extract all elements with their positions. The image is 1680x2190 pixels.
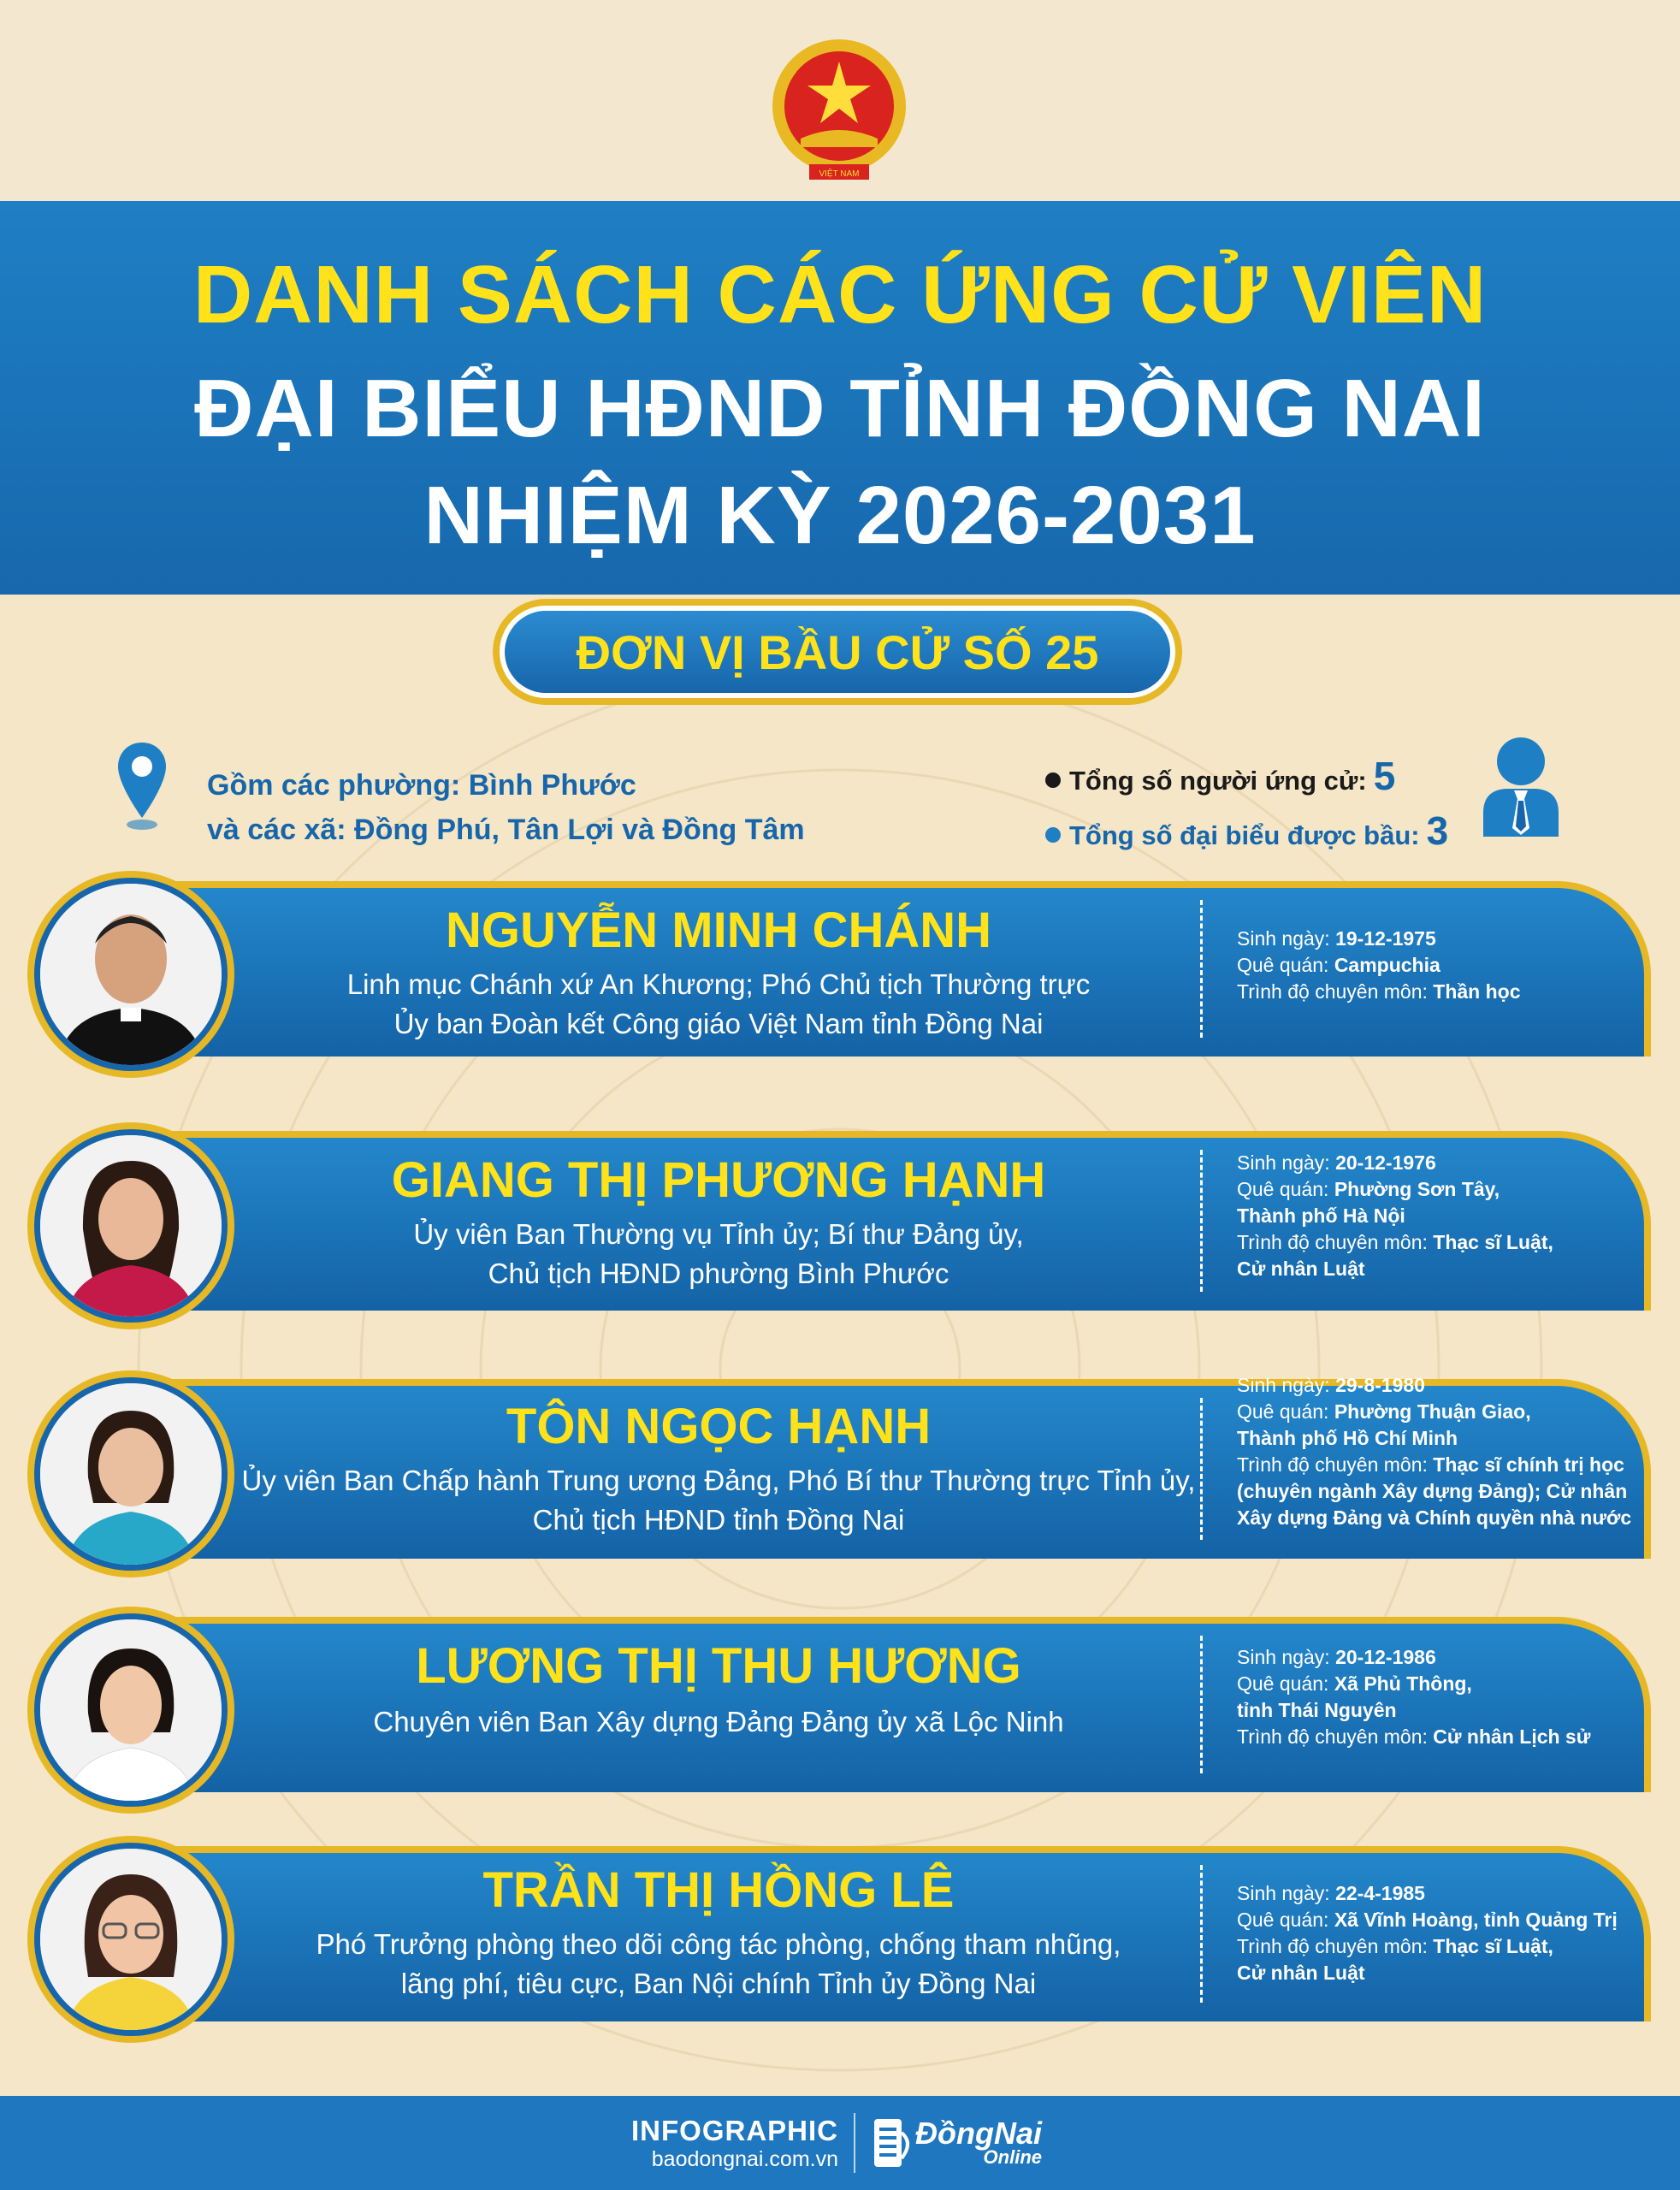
hometown-value: tỉnh Thái Nguyên [1237, 1699, 1397, 1721]
portrait-image [40, 1619, 222, 1801]
candidate-role-line: Ủy viên Ban Chấp hành Trung ương Đảng, Phó Bí thư Thường trực Tỉnh ủy, [241, 1465, 1196, 1496]
education-label: Trình độ chuyên môn: [1237, 1231, 1428, 1253]
footer-separator [854, 2113, 855, 2173]
bullet-icon [1045, 772, 1061, 788]
footer-content [631, 2104, 1042, 2181]
stats-block [1045, 751, 1448, 861]
dob-label: Sinh ngày: [1237, 1151, 1330, 1174]
candidate-role-line: Chuyên viên Ban Xây dựng Đảng Đảng ủy xã Lộc Ninh [373, 1706, 1064, 1737]
dongnai-logo [871, 2116, 1042, 2170]
footer-label: INFOGRAPHIC [631, 2114, 838, 2146]
bullet-icon [1045, 827, 1061, 843]
candidate-card [34, 881, 1651, 1057]
candidate-role [205, 965, 1232, 1044]
candidate-role-line: Linh mục Chánh xứ An Khương; Phó Chủ tịch Thường trực [346, 968, 1091, 1000]
candidate-role-line: Ủy ban Đoàn kết Công giáo Việt Nam tỉnh Đồng Nai [393, 1008, 1044, 1039]
stats-total-row [1045, 751, 1448, 806]
candidate-role-line: lãng phí, tiêu cực, Ban Nội chính Tỉnh ủy Đồng Nai [400, 1968, 1037, 1999]
candidate-role [205, 1215, 1232, 1293]
dashed-divider [1200, 1636, 1203, 1773]
dob-label: Sinh ngày: [1237, 927, 1330, 950]
stats-elected-row [1045, 806, 1448, 861]
candidate-photo [34, 1377, 228, 1571]
education-value: Cử nhân Luật [1237, 1258, 1365, 1280]
candidate-info [1237, 1880, 1618, 1986]
candidate-info [1237, 1150, 1553, 1282]
hometown-value: Thành phố Hà Nội [1237, 1204, 1405, 1227]
education-label: Trình độ chuyên môn: [1237, 980, 1428, 1003]
candidate-name: GIANG THỊ PHƯƠNG HẠNH [391, 1152, 1046, 1208]
hometown-label: Quê quán: [1237, 1400, 1329, 1423]
candidate-info [1237, 1644, 1590, 1750]
dashed-divider [1200, 1865, 1203, 2003]
location-line-2: và các xã: Đồng Phú, Tân Lợi và Đồng Tâm [207, 814, 805, 846]
dob-value: 20-12-1986 [1335, 1646, 1436, 1668]
dob-label: Sinh ngày: [1237, 1882, 1330, 1904]
education-label: Trình độ chuyên môn: [1237, 1935, 1428, 1957]
candidate-photo [34, 878, 228, 1071]
education-value: Xây dựng Đảng và Chính quyền nhà nước [1237, 1506, 1632, 1529]
stats-elected-label: Tổng số đại biểu được bầu: [1069, 820, 1420, 850]
candidate-photo [34, 1129, 228, 1323]
education-value: Thần học [1433, 980, 1521, 1003]
hometown-label: Quê quán: [1237, 1672, 1329, 1695]
hometown-value: Phường Sơn Tây, [1334, 1178, 1500, 1200]
education-value: Cử nhân Luật [1237, 1962, 1365, 1984]
stats-elected-value: 3 [1426, 808, 1449, 853]
election-unit-label: ĐƠN VỊ BẦU CỬ SỐ 25 [505, 611, 1170, 693]
footer-text [631, 2115, 838, 2172]
hometown-value: Thành phố Hồ Chí Minh [1237, 1427, 1458, 1449]
stats-total-label: Tổng số người ứng cử: [1069, 766, 1367, 796]
candidate-name: TÔN NGỌC HẠNH [506, 1399, 932, 1454]
education-value: Cử nhân Lịch sử [1433, 1725, 1591, 1748]
education-value: (chuyên ngành Xây dựng Đảng); Cử nhân [1237, 1480, 1628, 1502]
education-value: Thạc sĩ chính trị học [1433, 1453, 1624, 1476]
dob-value: 19-12-1975 [1335, 927, 1436, 950]
candidate-role-line: Chủ tịch HĐND tỉnh Đồng Nai [532, 1504, 905, 1536]
dob-label: Sinh ngày: [1237, 1646, 1330, 1668]
hometown-value: Campuchia [1334, 954, 1440, 976]
hometown-label: Quê quán: [1237, 954, 1329, 976]
dob-value: 20-12-1976 [1335, 1151, 1436, 1174]
national-emblem-icon [766, 36, 912, 186]
footer-brand-sub: Online [983, 2146, 1042, 2168]
hometown-label: Quê quán: [1237, 1178, 1329, 1200]
svg-text:VIỆT NAM: VIỆT NAM [819, 169, 860, 179]
candidate-role [205, 1702, 1232, 1742]
dashed-divider [1200, 900, 1203, 1038]
candidate-role-line: Ủy viên Ban Thường vụ Tỉnh ủy; Bí thư Đảng ủy, [413, 1218, 1024, 1250]
portrait-image [40, 1383, 222, 1565]
stats-total-value: 5 [1373, 754, 1396, 798]
title-line-2: ĐẠI BIỂU HĐND TỈNH ĐỒNG NAI [194, 363, 1486, 454]
candidate-info [1237, 1372, 1631, 1531]
candidate-card [34, 1131, 1651, 1311]
candidate-role [205, 1925, 1232, 2004]
location-pin-icon [115, 739, 169, 835]
location-text [207, 763, 805, 852]
candidate-role-line: Chủ tịch HĐND phường Bình Phước [488, 1258, 949, 1289]
dashed-divider [1200, 1150, 1203, 1292]
footer-site: baodongnai.com.vn [651, 2146, 838, 2171]
education-value: Thạc sĩ Luật, [1433, 1935, 1553, 1957]
candidate-info [1237, 926, 1521, 1005]
portrait-image [40, 884, 222, 1065]
candidate-photo [34, 1613, 228, 1807]
dob-value: 29-8-1980 [1335, 1374, 1425, 1396]
hometown-label: Quê quán: [1237, 1909, 1329, 1931]
title-line-3: NHIỆM KỲ 2026-2031 [423, 470, 1257, 561]
candidate-photo [34, 1843, 228, 2036]
candidate-card [34, 1374, 1651, 1559]
election-unit-badge [493, 599, 1182, 705]
dongnai-logo-icon [871, 2116, 915, 2170]
dob-label: Sinh ngày: [1237, 1374, 1330, 1396]
candidate-card [34, 1617, 1651, 1792]
candidate-name: NGUYỄN MINH CHÁNH [446, 903, 991, 958]
hometown-value: Phường Thuận Giao, [1334, 1400, 1531, 1423]
portrait-image [40, 1849, 222, 2030]
person-icon [1480, 734, 1562, 837]
footer-brand: ĐồngNai [915, 2116, 1042, 2151]
location-line-1: Gồm các phường: Bình Phước [207, 769, 636, 802]
title-line-1: DANH SÁCH CÁC ỨNG CỬ VIÊN [192, 249, 1488, 340]
education-label: Trình độ chuyên môn: [1237, 1725, 1428, 1748]
footer [0, 2096, 1680, 2190]
candidate-name: TRẦN THỊ HỒNG LÊ [482, 1862, 955, 1918]
dob-value: 22-4-1985 [1335, 1882, 1425, 1904]
candidate-name: LƯƠNG THỊ THU HƯƠNG [416, 1638, 1021, 1694]
education-value: Thạc sĩ Luật, [1433, 1231, 1553, 1253]
candidate-role [205, 1461, 1232, 1540]
candidate-role-line: Phó Trưởng phòng theo dõi công tác phòng, chống tham nhũng, [316, 1928, 1121, 1960]
header-banner [0, 201, 1680, 595]
dashed-divider [1200, 1398, 1203, 1540]
hometown-value: Xã Vĩnh Hoàng, tỉnh Quảng Trị [1334, 1909, 1618, 1931]
hometown-value: Xã Phủ Thông, [1334, 1672, 1472, 1695]
candidate-card [34, 1846, 1651, 2021]
portrait-image [40, 1135, 222, 1317]
education-label: Trình độ chuyên môn: [1237, 1453, 1428, 1476]
